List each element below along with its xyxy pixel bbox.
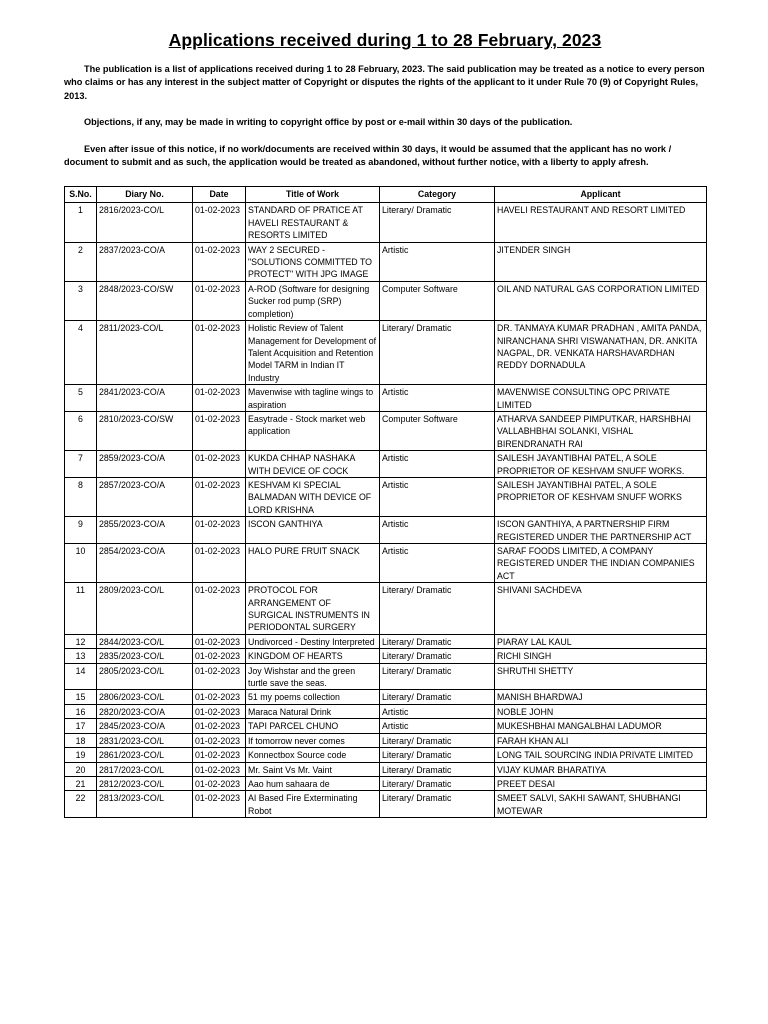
table-row	[65, 385, 707, 412]
cell-category: Literary/ Dramatic	[380, 203, 495, 242]
cell-diary-no: 2861/2023-CO/L	[97, 748, 193, 762]
cell-applicant: PIARAY LAL KAUL	[495, 634, 707, 648]
cell-applicant: ATHARVA SANDEEP PIMPUTKAR, HARSHBHAI VALLABHBHAI SOLANKI, VISHAL BIRENDRANATH RAI	[495, 411, 707, 450]
cell-title-of-work: STANDARD OF PRATICE AT HAVELI RESTAURANT & RESORTS LIMITED	[246, 203, 380, 242]
notice-paragraph: The publication is a list of applications received during 1 to 28 February, 2023. The said publication may be treated as a notice to every person who claims or has any interest in the subject matter of Copyright or disputes the rights of the applicant to it under Rule 70 (9) of Copyright Rules, 2013.	[64, 64, 705, 101]
cell-diary-no: 2845/2023-CO/A	[97, 719, 193, 733]
table-row	[65, 451, 707, 478]
cell-sno: 15	[65, 690, 97, 704]
cell-applicant: JITENDER SINGH	[495, 242, 707, 281]
cell-applicant: NOBLE JOHN	[495, 704, 707, 718]
table-row	[65, 544, 707, 583]
document-page	[64, 30, 706, 818]
cell-category: Literary/ Dramatic	[380, 649, 495, 663]
cell-sno: 9	[65, 517, 97, 544]
cell-applicant: MAVENWISE CONSULTING OPC PRIVATE LIMITED	[495, 385, 707, 412]
cell-diary-no: 2837/2023-CO/A	[97, 242, 193, 281]
table-body	[65, 203, 707, 818]
document-title: Applications received during 1 to 28 February, 2023	[168, 30, 602, 50]
cell-diary-no: 2820/2023-CO/A	[97, 704, 193, 718]
table-row	[65, 748, 707, 762]
cell-diary-no: 2855/2023-CO/A	[97, 517, 193, 544]
cell-date: 01-02-2023	[193, 242, 246, 281]
cell-title-of-work: Aao hum sahaara de	[246, 776, 380, 790]
cell-sno: 20	[65, 762, 97, 776]
header-date: Date	[193, 187, 246, 203]
cell-sno: 2	[65, 242, 97, 281]
cell-date: 01-02-2023	[193, 663, 246, 690]
cell-sno: 21	[65, 776, 97, 790]
cell-date: 01-02-2023	[193, 281, 246, 320]
cell-applicant: SAILESH JAYANTIBHAI PATEL, A SOLE PROPRIETOR OF KESHVAM SNUFF WORKS	[495, 477, 707, 516]
table-row	[65, 634, 707, 648]
cell-title-of-work: Undivorced - Destiny Interpreted	[246, 634, 380, 648]
table-row	[65, 203, 707, 242]
cell-category: Artistic	[380, 385, 495, 412]
cell-category: Artistic	[380, 517, 495, 544]
cell-sno: 17	[65, 719, 97, 733]
cell-sno: 10	[65, 544, 97, 583]
cell-title-of-work: KINGDOM OF HEARTS	[246, 649, 380, 663]
cell-diary-no: 2857/2023-CO/A	[97, 477, 193, 516]
cell-category: Literary/ Dramatic	[380, 733, 495, 747]
cell-title-of-work: KESHVAM KI SPECIAL BALMADAN WITH DEVICE OF LORD KRISHNA	[246, 477, 380, 516]
cell-applicant: SARAF FOODS LIMITED, A COMPANY REGISTERED UNDER THE INDIAN COMPANIES ACT	[495, 544, 707, 583]
cell-applicant: HAVELI RESTAURANT AND RESORT LIMITED	[495, 203, 707, 242]
cell-applicant: DR. TANMAYA KUMAR PRADHAN , AMITA PANDA, NIRANCHANA SHRI VISWANATHAN, DR. ANKITA NAGPAL, DR. VENKATA HARSHAVARDHAN REDDY DORNADULA	[495, 321, 707, 385]
cell-diary-no: 2812/2023-CO/L	[97, 776, 193, 790]
cell-diary-no: 2854/2023-CO/A	[97, 544, 193, 583]
table-row	[65, 719, 707, 733]
cell-sno: 14	[65, 663, 97, 690]
cell-title-of-work: A-ROD (Software for designing Sucker rod pump (SRP) completion)	[246, 281, 380, 320]
cell-category: Artistic	[380, 719, 495, 733]
cell-sno: 18	[65, 733, 97, 747]
cell-date: 01-02-2023	[193, 719, 246, 733]
table-row	[65, 663, 707, 690]
cell-diary-no: 2848/2023-CO/SW	[97, 281, 193, 320]
table-row	[65, 517, 707, 544]
table-row	[65, 649, 707, 663]
cell-date: 01-02-2023	[193, 704, 246, 718]
cell-date: 01-02-2023	[193, 733, 246, 747]
cell-date: 01-02-2023	[193, 690, 246, 704]
cell-date: 01-02-2023	[193, 203, 246, 242]
cell-category: Artistic	[380, 242, 495, 281]
cell-category: Computer Software	[380, 281, 495, 320]
table-row	[65, 321, 707, 385]
cell-diary-no: 2859/2023-CO/A	[97, 451, 193, 478]
cell-date: 01-02-2023	[193, 748, 246, 762]
table-row	[65, 776, 707, 790]
cell-title-of-work: 51 my poems collection	[246, 690, 380, 704]
header-category: Category	[380, 187, 495, 203]
cell-category: Literary/ Dramatic	[380, 748, 495, 762]
cell-title-of-work: If tomorrow never comes	[246, 733, 380, 747]
cell-title-of-work: Mavenwise with tagline wings to aspiration	[246, 385, 380, 412]
cell-date: 01-02-2023	[193, 477, 246, 516]
cell-applicant: MANISH BHARDWAJ	[495, 690, 707, 704]
table-row	[65, 242, 707, 281]
cell-applicant: OIL AND NATURAL GAS CORPORATION LIMITED	[495, 281, 707, 320]
cell-category: Artistic	[380, 704, 495, 718]
cell-category: Artistic	[380, 544, 495, 583]
cell-category: Literary/ Dramatic	[380, 583, 495, 635]
header-applicant: Applicant	[495, 187, 707, 203]
cell-category: Literary/ Dramatic	[380, 776, 495, 790]
cell-date: 01-02-2023	[193, 762, 246, 776]
cell-date: 01-02-2023	[193, 517, 246, 544]
cell-title-of-work: Joy Wishstar and the green turtle save the seas.	[246, 663, 380, 690]
cell-applicant: SHRUTHI SHETTY	[495, 663, 707, 690]
cell-sno: 11	[65, 583, 97, 635]
cell-date: 01-02-2023	[193, 634, 246, 648]
table-row	[65, 762, 707, 776]
cell-sno: 13	[65, 649, 97, 663]
cell-date: 01-02-2023	[193, 544, 246, 583]
cell-applicant: VIJAY KUMAR BHARATIYA	[495, 762, 707, 776]
cell-applicant: SMEET SALVI, SAKHI SAWANT, SHUBHANGI MOTEWAR	[495, 791, 707, 818]
table-header-row	[65, 187, 707, 203]
table-row	[65, 791, 707, 818]
cell-applicant: ISCON GANTHIYA, A PARTNERSHIP FIRM REGISTERED UNDER THE PARTNERSHIP ACT	[495, 517, 707, 544]
cell-applicant: PREET DESAI	[495, 776, 707, 790]
table-row	[65, 583, 707, 635]
cell-category: Literary/ Dramatic	[380, 762, 495, 776]
table-row	[65, 690, 707, 704]
cell-diary-no: 2844/2023-CO/L	[97, 634, 193, 648]
cell-date: 01-02-2023	[193, 776, 246, 790]
cell-title-of-work: KUKDA CHHAP NASHAKA WITH DEVICE OF COCK	[246, 451, 380, 478]
cell-date: 01-02-2023	[193, 411, 246, 450]
cell-category: Computer Software	[380, 411, 495, 450]
objections-paragraph: Objections, if any, may be made in writing to copyright office by post or e-mail within 30 days of the publication.	[84, 117, 573, 128]
cell-category: Artistic	[380, 477, 495, 516]
cell-sno: 1	[65, 203, 97, 242]
applications-table	[64, 186, 707, 818]
cell-date: 01-02-2023	[193, 385, 246, 412]
cell-date: 01-02-2023	[193, 791, 246, 818]
cell-applicant: SAILESH JAYANTIBHAI PATEL, A SOLE PROPRIETOR OF KESHVAM SNUFF WORKS.	[495, 451, 707, 478]
cell-title-of-work: TAPI PARCEL CHUNO	[246, 719, 380, 733]
header-title-of-work: Title of Work	[246, 187, 380, 203]
cell-category: Literary/ Dramatic	[380, 791, 495, 818]
cell-title-of-work: HALO PURE FRUIT SNACK	[246, 544, 380, 583]
cell-diary-no: 2841/2023-CO/A	[97, 385, 193, 412]
table-row	[65, 477, 707, 516]
cell-diary-no: 2831/2023-CO/L	[97, 733, 193, 747]
cell-sno: 12	[65, 634, 97, 648]
cell-sno: 7	[65, 451, 97, 478]
cell-category: Literary/ Dramatic	[380, 690, 495, 704]
cell-date: 01-02-2023	[193, 451, 246, 478]
cell-category: Literary/ Dramatic	[380, 634, 495, 648]
cell-title-of-work: Easytrade - Stock market web application	[246, 411, 380, 450]
cell-sno: 16	[65, 704, 97, 718]
cell-date: 01-02-2023	[193, 321, 246, 385]
table-row	[65, 733, 707, 747]
cell-diary-no: 2810/2023-CO/SW	[97, 411, 193, 450]
table-row	[65, 281, 707, 320]
abandonment-paragraph: Even after issue of this notice, if no work/documents are received within 30 days, it would be assumed that the applicant has no work / document to submit and as such, the application would be treated as abandoned, without further notice, with a liberty to apply afresh.	[64, 143, 672, 168]
cell-title-of-work: Mr. Saint Vs Mr. Vaint	[246, 762, 380, 776]
cell-title-of-work: AI Based Fire Exterminating Robot	[246, 791, 380, 818]
table-row	[65, 704, 707, 718]
cell-diary-no: 2817/2023-CO/L	[97, 762, 193, 776]
cell-title-of-work: Konnectbox Source code	[246, 748, 380, 762]
cell-title-of-work: Maraca Natural Drink	[246, 704, 380, 718]
cell-diary-no: 2835/2023-CO/L	[97, 649, 193, 663]
header-diary-no: Diary No.	[97, 187, 193, 203]
cell-category: Literary/ Dramatic	[380, 321, 495, 385]
cell-sno: 6	[65, 411, 97, 450]
cell-sno: 5	[65, 385, 97, 412]
cell-date: 01-02-2023	[193, 583, 246, 635]
cell-diary-no: 2809/2023-CO/L	[97, 583, 193, 635]
cell-date: 01-02-2023	[193, 649, 246, 663]
cell-applicant: FARAH KHAN ALI	[495, 733, 707, 747]
cell-title-of-work: ISCON GANTHIYA	[246, 517, 380, 544]
cell-title-of-work: WAY 2 SECURED - "SOLUTIONS COMMITTED TO PROTECT" WITH JPG IMAGE	[246, 242, 380, 281]
cell-applicant: MUKESHBHAI MANGALBHAI LADUMOR	[495, 719, 707, 733]
table-row	[65, 411, 707, 450]
cell-applicant: SHIVANI SACHDEVA	[495, 583, 707, 635]
cell-diary-no: 2805/2023-CO/L	[97, 663, 193, 690]
cell-diary-no: 2813/2023-CO/L	[97, 791, 193, 818]
cell-category: Artistic	[380, 451, 495, 478]
cell-applicant: RICHI SINGH	[495, 649, 707, 663]
cell-sno: 8	[65, 477, 97, 516]
cell-applicant: LONG TAIL SOURCING INDIA PRIVATE LIMITED	[495, 748, 707, 762]
cell-sno: 22	[65, 791, 97, 818]
cell-title-of-work: Holistic Review of Talent Management for Development of Talent Acquisition and Retention Model TARM in Indian IT Industry	[246, 321, 380, 385]
header-sno: S.No.	[65, 187, 97, 203]
cell-diary-no: 2811/2023-CO/L	[97, 321, 193, 385]
cell-sno: 3	[65, 281, 97, 320]
cell-category: Literary/ Dramatic	[380, 663, 495, 690]
cell-sno: 4	[65, 321, 97, 385]
cell-diary-no: 2816/2023-CO/L	[97, 203, 193, 242]
cell-diary-no: 2806/2023-CO/L	[97, 690, 193, 704]
cell-title-of-work: PROTOCOL FOR ARRANGEMENT OF SURGICAL INSTRUMENTS IN PERIODONTAL SURGERY	[246, 583, 380, 635]
cell-sno: 19	[65, 748, 97, 762]
